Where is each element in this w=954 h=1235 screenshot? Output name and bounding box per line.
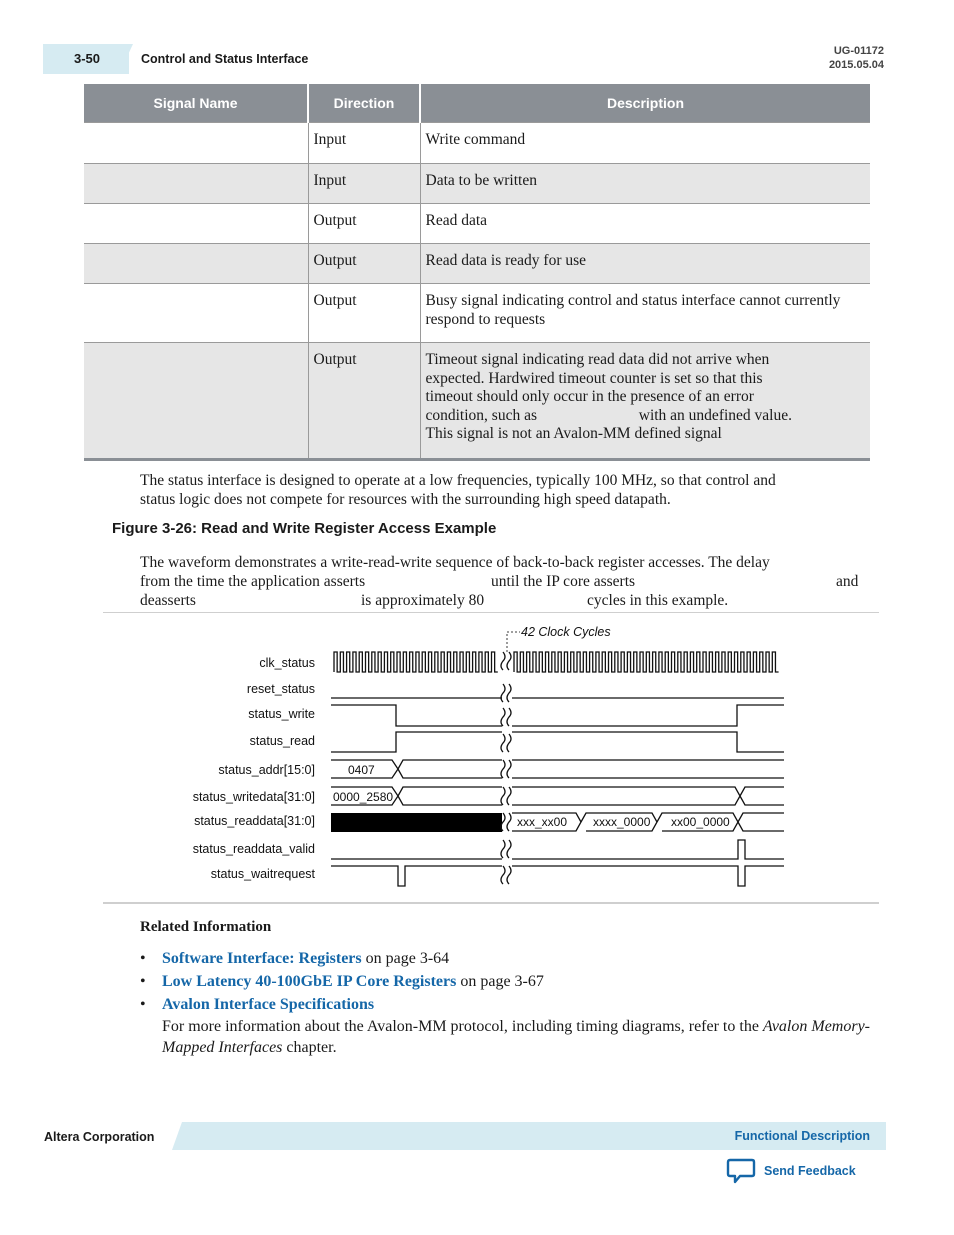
writedata-value: 0000_2580 xyxy=(333,790,394,804)
signal-label-write: status_write xyxy=(248,707,315,721)
header-signal-name: Signal Name xyxy=(84,84,308,123)
figure-description xyxy=(140,554,862,610)
signal-cell xyxy=(84,123,308,164)
signal-labels xyxy=(193,656,316,881)
description-cell: Busy signal indicating control and status interface cannot currently respond to requests xyxy=(420,284,870,343)
signal-label-read: status_read xyxy=(249,734,315,748)
readdata-valid-waveform xyxy=(331,840,784,859)
link-avalon-specifications[interactable]: Avalon Interface Specifications xyxy=(162,996,375,1013)
figure-bottom-rule xyxy=(103,902,879,904)
description-cell: Write command xyxy=(420,123,870,164)
desc-fragment: cycles in this example. xyxy=(587,591,729,609)
desc-line xyxy=(426,407,866,426)
description-cell: Data to be written xyxy=(420,164,870,204)
footer-band-head xyxy=(172,1122,182,1150)
figure-top-rule xyxy=(103,612,879,613)
write-waveform xyxy=(331,705,784,726)
writedata-bus xyxy=(331,787,784,805)
signal-label-waitrequest: status_waitrequest xyxy=(210,867,315,881)
desc-line: expected. Hardwired timeout counter is set so that this xyxy=(425,369,763,387)
list-item xyxy=(140,994,870,1059)
signal-table xyxy=(84,84,870,461)
table-row xyxy=(84,284,870,343)
annotation-label: 42 Clock Cycles xyxy=(521,625,611,639)
readdata-value: xxxx_0000 xyxy=(593,815,651,829)
addr-bus xyxy=(331,760,784,778)
signal-cell xyxy=(84,244,308,284)
figure-title: Figure 3-26: Read and Write Register Access Example xyxy=(112,520,497,537)
paragraph-line: The status interface is designed to operate at a low frequencies, typically 100 MHz, so that control and xyxy=(140,472,776,489)
description-cell: Read data xyxy=(420,204,870,244)
desc-line: The waveform demonstrates a write-read-write sequence of back-to-back register accesses. The delay xyxy=(140,554,770,571)
link-software-interface-registers[interactable]: Software Interface: Registers xyxy=(162,950,362,967)
speech-bubble-icon xyxy=(726,1158,756,1184)
desc-line: timeout should only occur in the presence of an error xyxy=(425,388,754,406)
header-tab-tail xyxy=(119,44,133,74)
description-cell xyxy=(420,343,870,460)
signal-label-writedata: status_writedata[31:0] xyxy=(192,790,315,804)
paragraph-line: status logic does not compete for resources with the surrounding high speed datapath. xyxy=(140,490,671,508)
list-item xyxy=(140,971,870,993)
description-cell: Read data is ready for use xyxy=(420,244,870,284)
doc-id xyxy=(829,44,884,72)
signal-label-clk: clk_status xyxy=(259,656,315,670)
direction-cell: Output xyxy=(308,204,420,244)
desc-fragment: from the time the application asserts xyxy=(140,572,366,590)
note-text: For more information about the Avalon-MM protocol, including timing diagrams, refer to the xyxy=(162,1017,763,1035)
read-waveform xyxy=(331,732,784,752)
direction-cell: Output xyxy=(308,343,420,460)
desc-line: Timeout signal indicating read data did not arrive when xyxy=(425,351,770,368)
signal-cell xyxy=(84,284,308,343)
list-item xyxy=(140,948,870,970)
desc-fragment: with an undefined value. xyxy=(638,406,792,424)
link-suffix: on page 3-64 xyxy=(361,950,450,967)
readdata-value: xxx_xx00 xyxy=(517,815,568,829)
desc-line xyxy=(140,592,862,611)
direction-cell: Input xyxy=(308,123,420,164)
link-core-registers[interactable]: Low Latency 40-100GbE IP Core Registers xyxy=(162,973,457,990)
signal-cell xyxy=(84,343,308,460)
desc-fragment: is approximately 80 xyxy=(361,591,485,609)
clk-waveform xyxy=(334,652,779,672)
table-row xyxy=(84,123,870,164)
signal-label-addr: status_addr[15:0] xyxy=(218,763,315,777)
footer-company: Altera Corporation xyxy=(44,1130,155,1144)
link-suffix: on page 3-67 xyxy=(456,973,544,990)
table-row xyxy=(84,343,870,460)
desc-fragment: condition, such as xyxy=(425,406,537,424)
related-info-title: Related Information xyxy=(140,919,272,935)
desc-fragment: and xyxy=(836,572,859,590)
doc-number: UG-01172 xyxy=(833,45,884,57)
break-marks xyxy=(501,652,511,884)
note-emphasis: Avalon Memory-Mapped Interfaces xyxy=(162,1017,870,1056)
direction-cell: Input xyxy=(308,164,420,204)
addr-value: 0407 xyxy=(348,763,375,777)
readdata-value: xx00_0000 xyxy=(671,815,730,829)
desc-line xyxy=(140,573,862,592)
annotation-leader xyxy=(507,632,520,652)
table-row xyxy=(84,244,870,284)
signal-label-readdata: status_readdata[31:0] xyxy=(194,814,315,828)
related-info-list xyxy=(140,948,870,1060)
section-title: Control and Status Interface xyxy=(141,52,309,66)
desc-fragment: deasserts xyxy=(140,591,196,609)
waitrequest-waveform xyxy=(331,866,784,886)
footer-chapter-link[interactable]: Functional Description xyxy=(734,1129,870,1143)
send-feedback-label: Send Feedback xyxy=(764,1164,856,1178)
signal-cell xyxy=(84,204,308,244)
table-row xyxy=(84,164,870,204)
readdata-bus xyxy=(512,813,784,831)
note-text: chapter. xyxy=(282,1039,337,1056)
signal-cell xyxy=(84,164,308,204)
signal-label-readdata-valid: status_readdata_valid xyxy=(192,842,315,856)
table-header-row xyxy=(84,84,870,123)
signal-label-reset: reset_status xyxy=(246,682,315,696)
table-row xyxy=(84,204,870,244)
header-direction: Direction xyxy=(308,84,420,123)
direction-cell: Output xyxy=(308,284,420,343)
send-feedback-button[interactable] xyxy=(726,1158,856,1184)
link-note xyxy=(162,1016,870,1059)
status-paragraph xyxy=(140,472,776,510)
direction-cell: Output xyxy=(308,244,420,284)
page-number: 3-50 xyxy=(74,51,101,66)
desc-fragment: until the IP core asserts xyxy=(491,572,636,590)
doc-date: 2015.05.04 xyxy=(828,59,884,71)
header-description: Description xyxy=(420,84,870,123)
readdata-undefined-block xyxy=(331,813,502,832)
desc-line: This signal is not an Avalon-MM defined signal xyxy=(425,425,722,443)
